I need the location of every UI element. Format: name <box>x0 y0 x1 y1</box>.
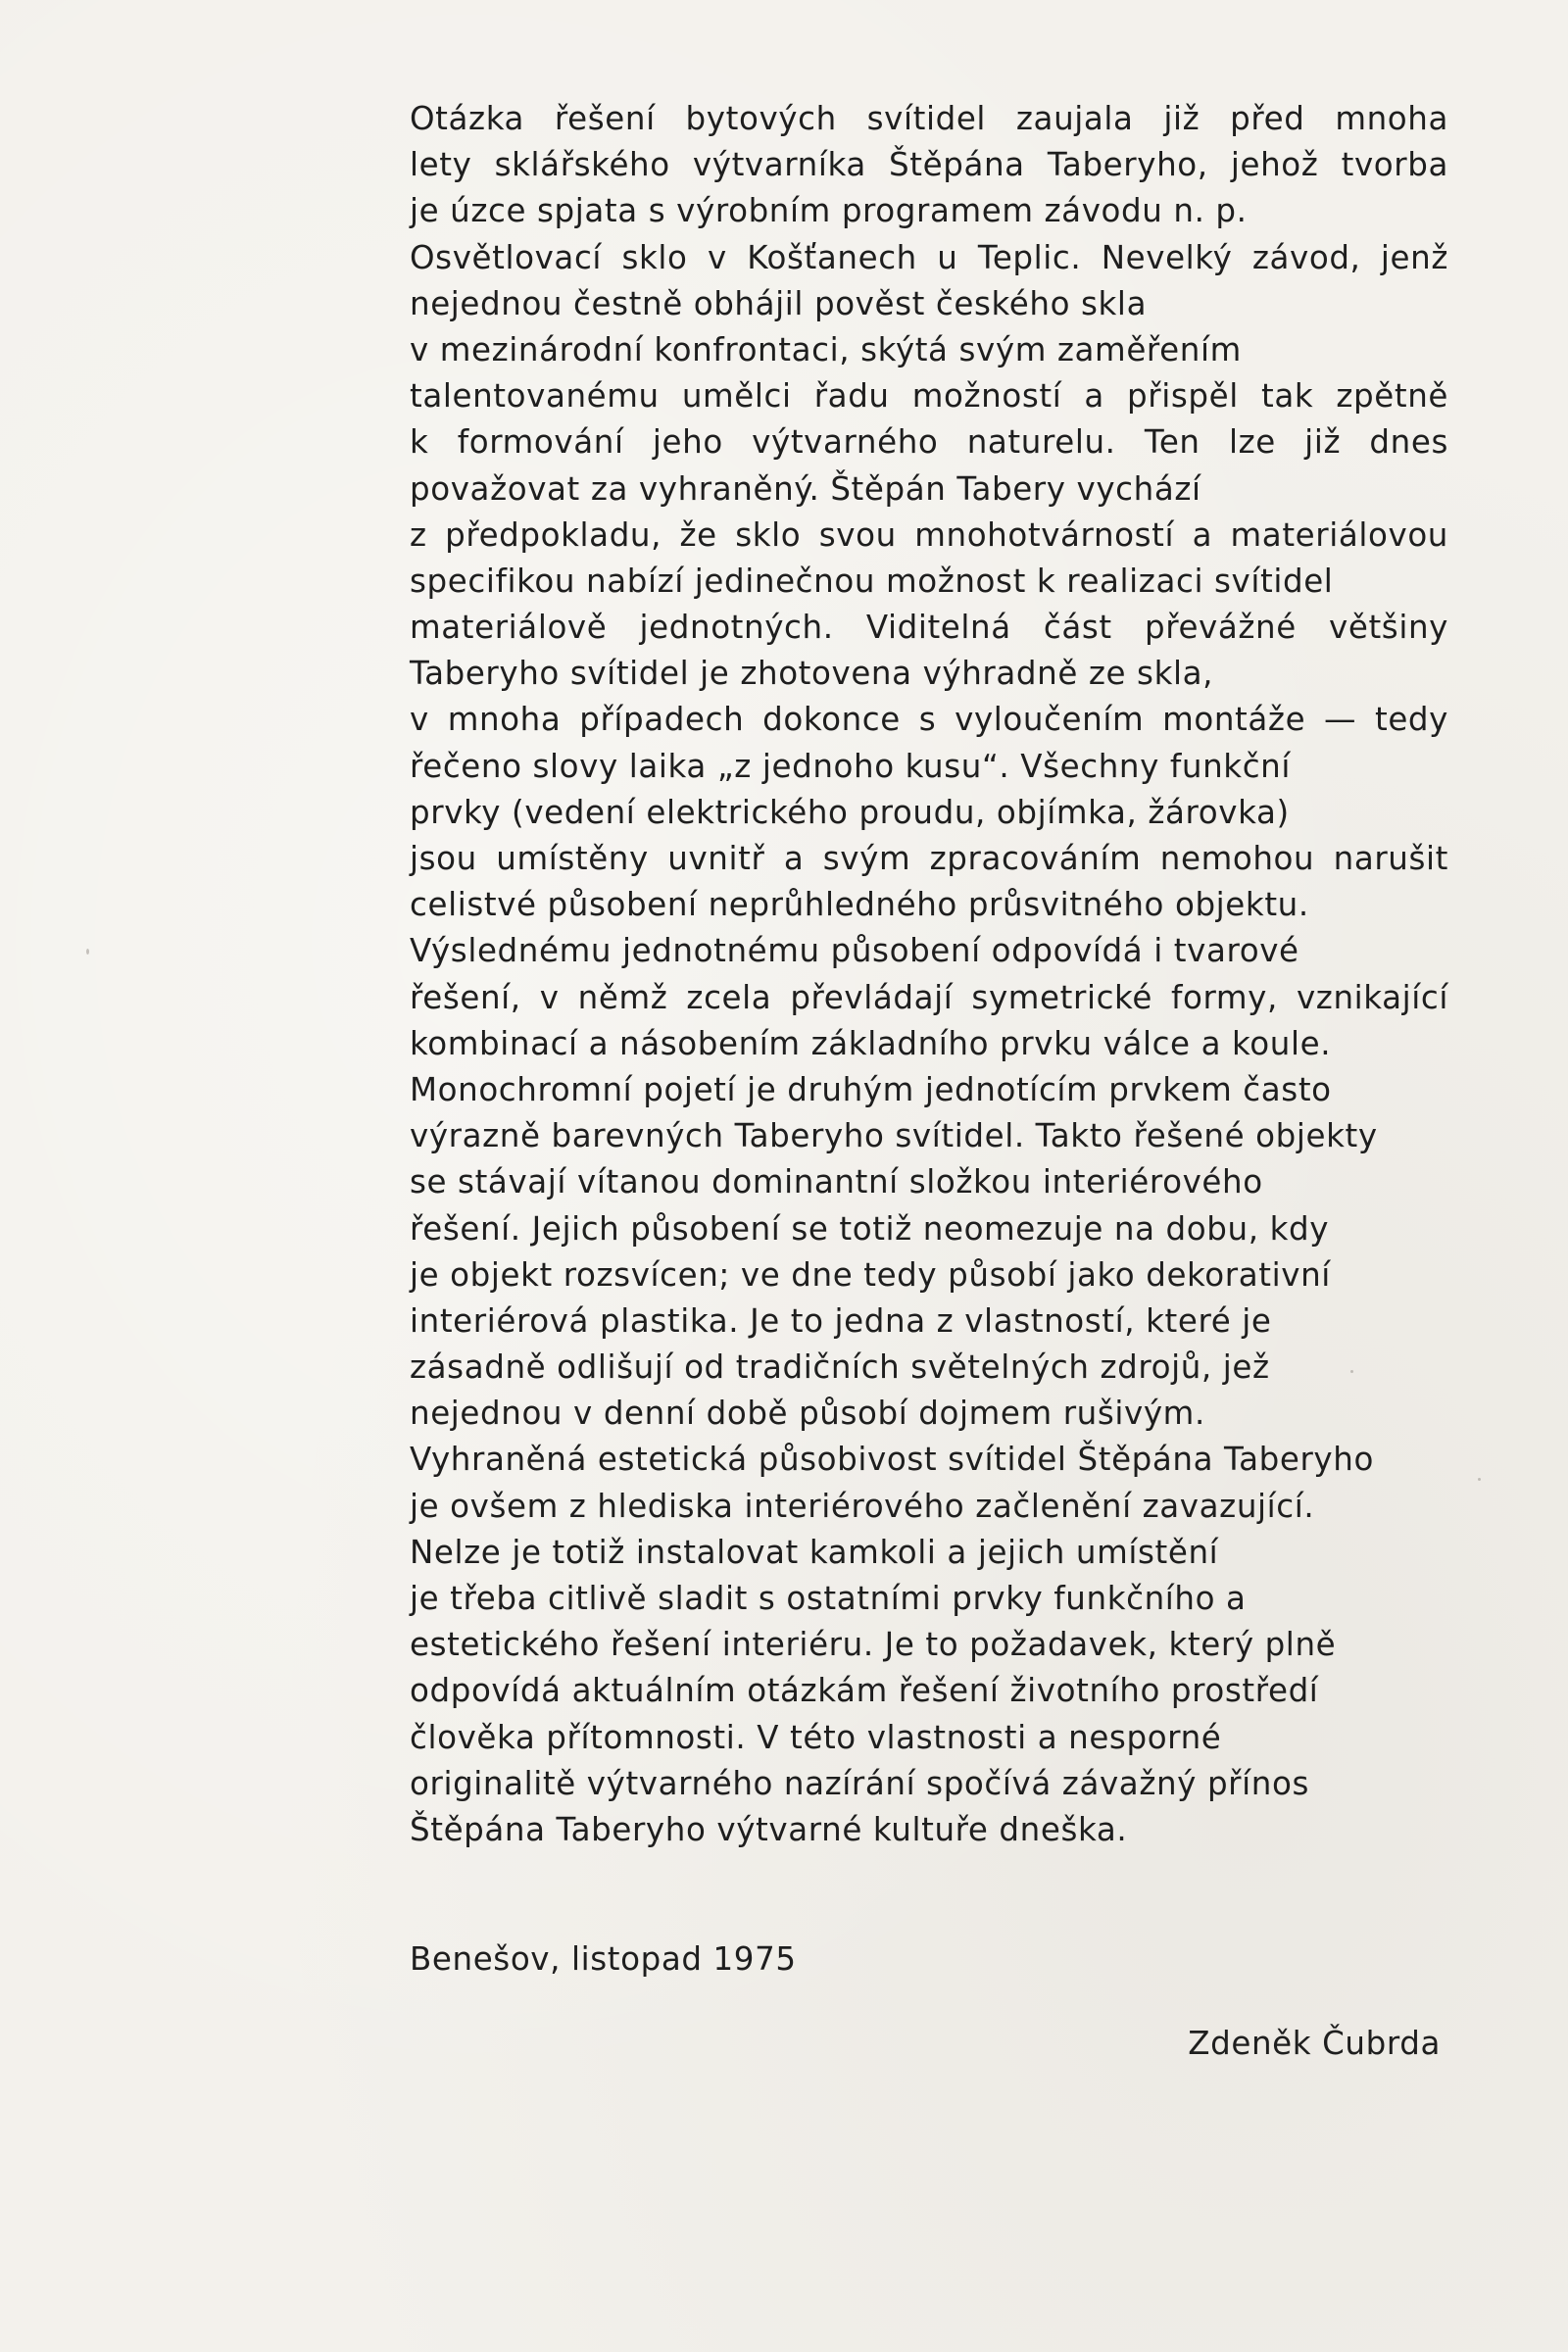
author-signature: Zdeněk Čubrda <box>1188 2025 1441 2062</box>
essay-line: talentovanému umělci řadu možností a přispěl tak zpětně <box>410 377 1448 416</box>
essay-line: je ovšem z hlediska interiérového začlenění zavazující. <box>410 1487 1315 1525</box>
essay-line: Výslednému jednotnému působení odpovídá i tvarové <box>410 932 1299 970</box>
essay-line: Osvětlovací sklo v Košťanech u Teplic. Nevelký závod, jenž <box>410 238 1448 276</box>
essay-line: nejednou čestně obhájil pověst českého skla <box>410 284 1148 322</box>
essay-line: člověka přítomnosti. V této vlastnosti a nesporné <box>410 1718 1222 1756</box>
essay-text <box>410 96 1448 1853</box>
essay-line: je třeba citlivě sladit s ostatními prvky funkčního a <box>410 1580 1247 1617</box>
essay-line: řešení. Jejich působení se totiž neomezuje na dobu, kdy <box>410 1209 1330 1248</box>
essay-line: estetického řešení interiéru. Je to požadavek, který plně <box>410 1626 1337 1664</box>
essay-line: řečeno slovy laika „z jednoho kusu“. Všechny funkční <box>410 747 1292 785</box>
essay-line: odpovídá aktuálním otázkám řešení životního prostředí <box>410 1672 1319 1710</box>
essay-line: Taberyho svítidel je zhotovena výhradně ze skla, <box>410 655 1214 693</box>
essay-line: originalitě výtvarného nazírání spočívá závažný přínos <box>410 1764 1309 1802</box>
essay-line: k formování jeho výtvarného naturelu. Ten lze již dnes <box>410 423 1448 462</box>
essay-line: považovat za vyhraněný. Štěpán Tabery vychází <box>410 469 1201 508</box>
essay-line: Štěpána Taberyho výtvarné kultuře dneška. <box>410 1810 1128 1848</box>
essay-line: Nelze je totiž instalovat kamkoli a jejich umístění <box>410 1533 1219 1571</box>
essay-line: materiálově jednotných. Viditelná část převážné většiny <box>410 609 1448 647</box>
essay-line: z předpokladu, že sklo svou mnohotvárností a materiálovou <box>410 515 1448 554</box>
essay-line: je objekt rozsvícen; ve dne tedy působí jako dekorativní <box>410 1255 1331 1294</box>
essay-line: se stávají vítanou dominantní složkou interiérového <box>410 1163 1263 1201</box>
essay-line: Vyhraněná estetická působivost svítidel Štěpána Taberyho <box>410 1441 1374 1479</box>
essay-line: výrazně barevných Taberyho svítidel. Takto řešené objekty <box>410 1117 1378 1155</box>
essay-line: nejednou v denní době působí dojmem rušivým. <box>410 1395 1205 1433</box>
essay-line: interiérová plastika. Je to jedna z vlastností, které je <box>410 1301 1272 1340</box>
essay-line: Monochromní pojetí je druhým jednotícím prvkem často <box>410 1070 1332 1108</box>
essay-line: kombinací a násobením základního prvku válce a koule. <box>410 1024 1332 1062</box>
paper-speck <box>86 949 89 955</box>
paper-speck <box>1350 1370 1353 1373</box>
essay-line: zásadně odlišují od tradičních světelných zdrojů, jež <box>410 1348 1270 1387</box>
essay-line: lety sklářského výtvarníka Štěpána Taberyho, jehož tvorba <box>410 146 1448 184</box>
essay-line: v mezinárodní konfrontaci, skýtá svým zaměřením <box>410 330 1242 368</box>
place-date: Benešov, listopad 1975 <box>410 1940 797 1978</box>
essay-line: prvky (vedení elektrického proudu, objímka, žárovka) <box>410 793 1290 831</box>
essay-line: řešení, v němž zcela převládají symetrické formy, vznikající <box>410 978 1448 1016</box>
essay-line: specifikou nabízí jedinečnou možnost k realizaci svítidel <box>410 562 1334 600</box>
essay-line: jsou umístěny uvnitř a svým zpracováním nemohou narušit <box>410 840 1448 877</box>
essay-line: Otázka řešení bytových svítidel zaujala již před mnoha <box>410 100 1448 137</box>
paper-speck <box>1478 1478 1481 1481</box>
essay-line: celistvé působení neprůhledného průsvitného objektu. <box>410 886 1309 924</box>
essay-line: je úzce spjata s výrobním programem závodu n. p. <box>410 192 1248 230</box>
essay-line: v mnoha případech dokonce s vyloučením montáže — tedy <box>410 701 1448 739</box>
